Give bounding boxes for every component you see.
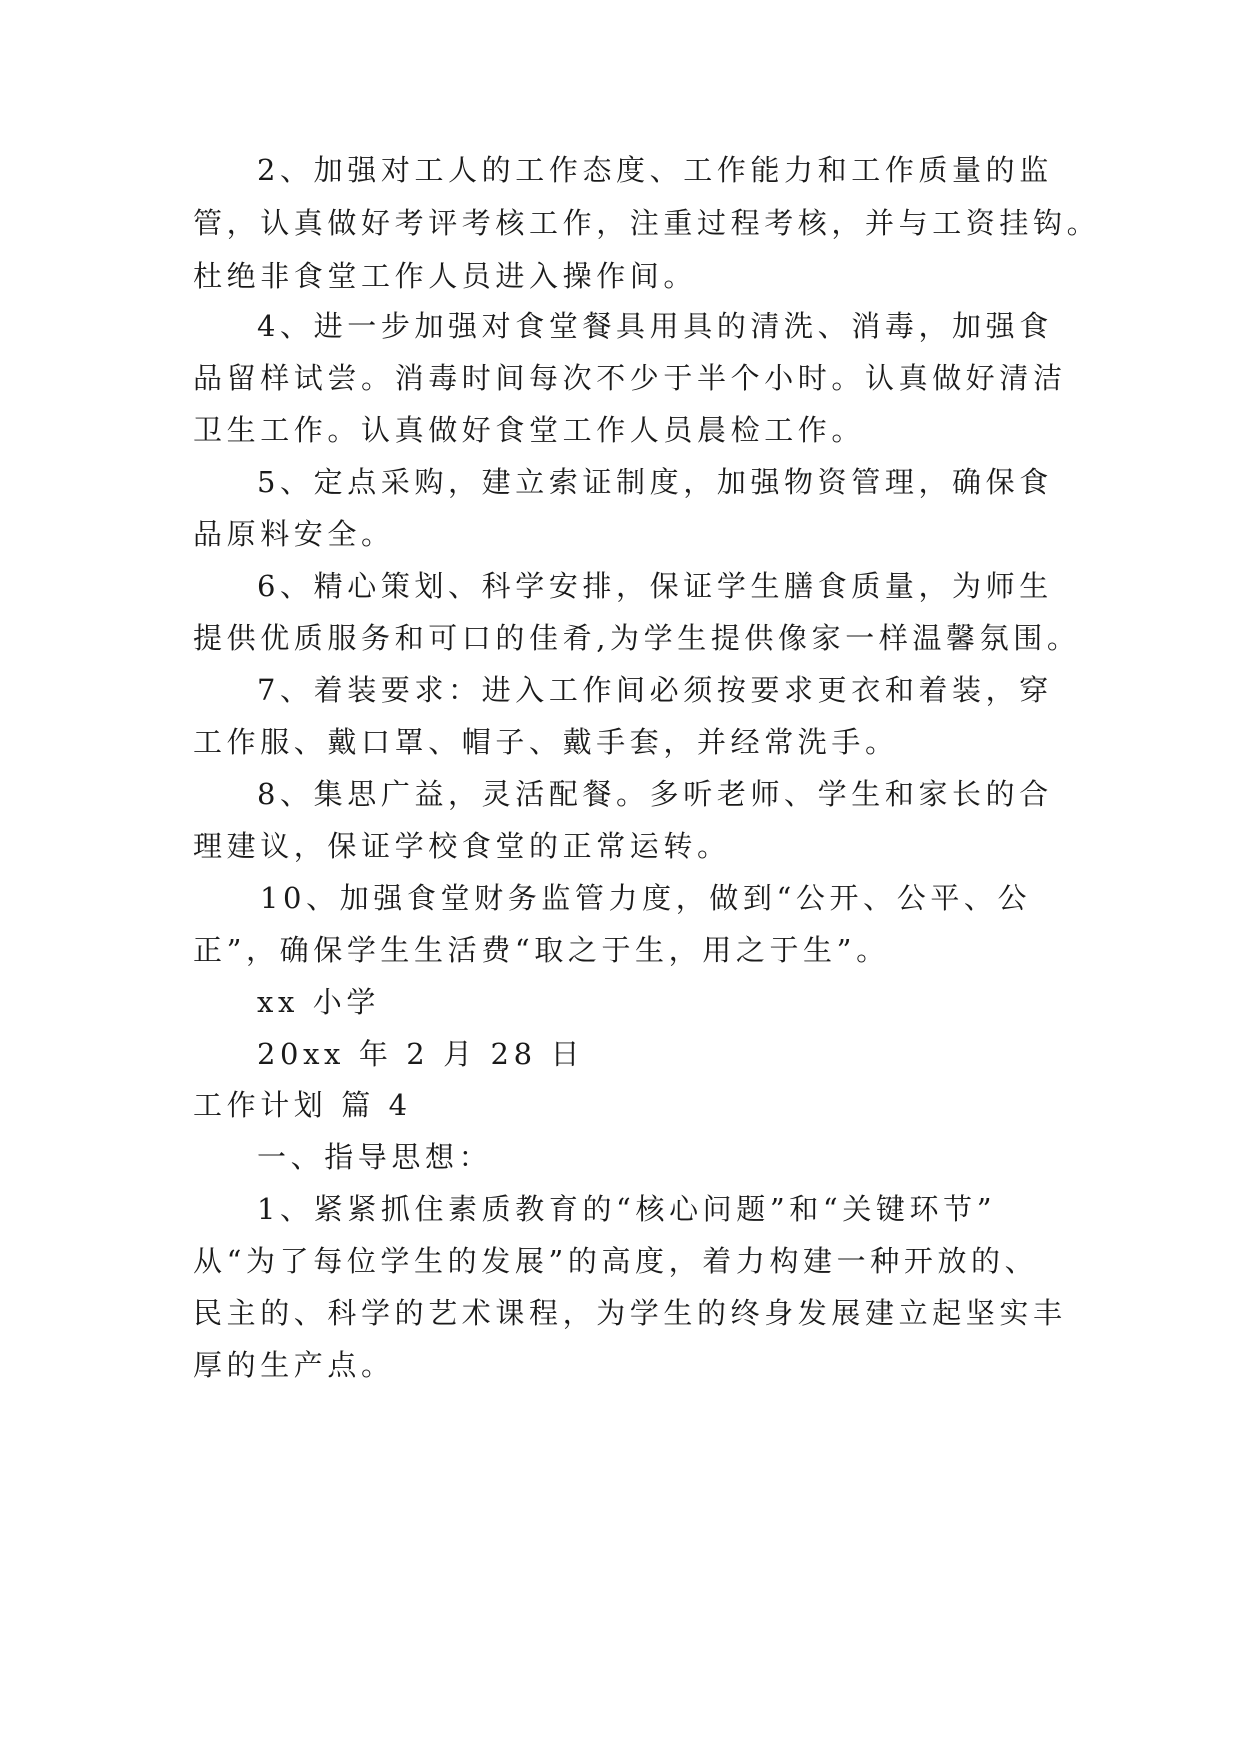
paragraph-line: 4、进一步加强对食堂餐具用具的清洗、消毒，加强食 [257, 309, 1053, 343]
paragraph-line: 品原料安全。 [193, 517, 395, 551]
paragraph-line: 7、着装要求：进入工作间必须按要求更衣和着装，穿 [257, 673, 1053, 707]
signature-school: xx 小学 [257, 985, 380, 1019]
paragraph-line: 6、精心策划、科学安排，保证学生膳食质量，为师生 [257, 569, 1053, 603]
paragraph-line: 正”，确保学生生活费“取之于生，用之于生”。 [193, 933, 890, 967]
paragraph-line: 理建议，保证学校食堂的正常运转。 [193, 829, 731, 863]
section-title: 工作计划 篇 4 [193, 1088, 412, 1122]
paragraph-line: 从“为了每位学生的发展”的高度，着力构建一种开放的、 [193, 1244, 1039, 1278]
paragraph-line: 管，认真做好考评考核工作，注重过程考核，并与工资挂钩。 [193, 206, 1101, 240]
paragraph-line: 厚的生产点。 [193, 1348, 395, 1382]
paragraph-line: 10、加强食堂财务监管力度，做到“公开、公平、公 [260, 881, 1032, 915]
paragraph-line: 品留样试尝。消毒时间每次不少于半个小时。认真做好清洁 [193, 361, 1067, 395]
signature-date: 20xx 年 2 月 28 日 [257, 1037, 585, 1071]
paragraph-line: 8、集思广益，灵活配餐。多听老师、学生和家长的合 [257, 777, 1053, 811]
section-heading: 一、指导思想： [257, 1140, 493, 1174]
paragraph-line: 民主的、科学的艺术课程，为学生的终身发展建立起坚实丰 [193, 1296, 1067, 1330]
paragraph-line: 杜绝非食堂工作人员进入操作间。 [193, 259, 698, 293]
paragraph-line: 卫生工作。认真做好食堂工作人员晨检工作。 [193, 413, 866, 447]
paragraph-line: 2、加强对工人的工作态度、工作能力和工作质量的监 [257, 153, 1053, 187]
paragraph-line: 提供优质服务和可口的佳肴,为学生提供像家一样温馨氛围。 [193, 621, 1081, 655]
paragraph-line: 5、定点采购，建立索证制度，加强物资管理，确保食 [257, 465, 1053, 499]
paragraph-line: 1、紧紧抓住素质教育的“核心问题”和“关键环节” [257, 1192, 997, 1226]
paragraph-line: 工作服、戴口罩、帽子、戴手套，并经常洗手。 [193, 725, 899, 759]
